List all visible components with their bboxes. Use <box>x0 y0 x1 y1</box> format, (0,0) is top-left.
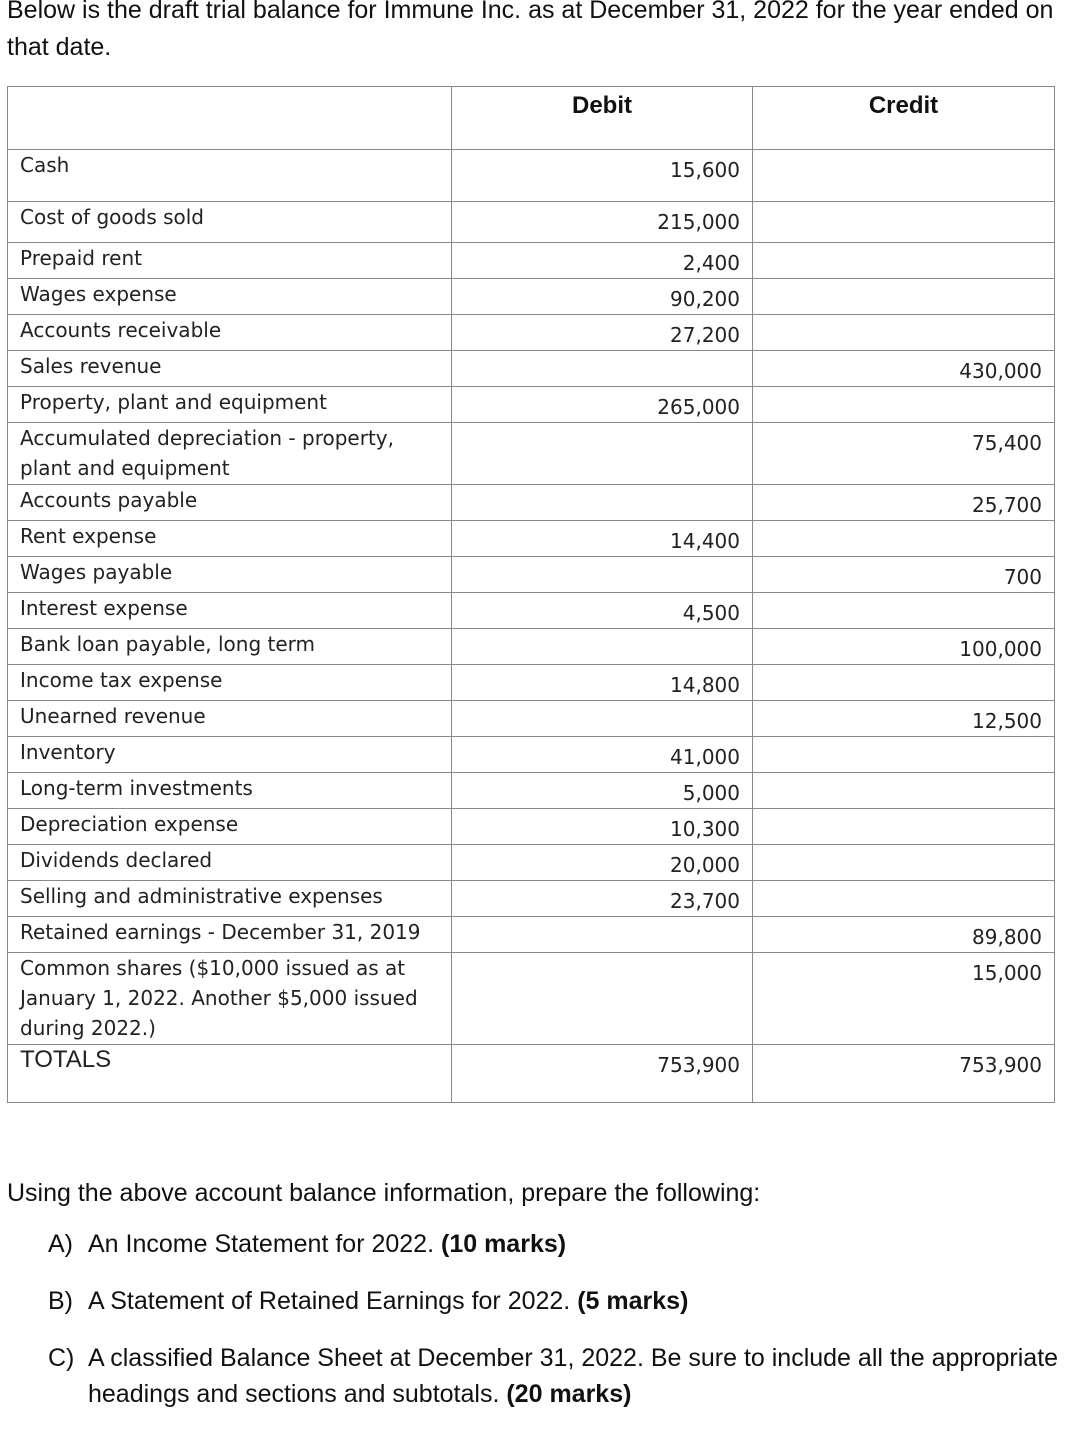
account-name: Rent expense <box>8 521 452 557</box>
credit-amount <box>753 845 1055 881</box>
account-name: Sales revenue <box>8 351 452 387</box>
credit-amount <box>753 665 1055 701</box>
credit-amount <box>753 593 1055 629</box>
trial-balance-table <box>7 86 1055 1103</box>
account-name: Inventory <box>8 737 452 773</box>
account-name: Wages payable <box>8 557 452 593</box>
instructions <box>7 1172 1067 1433</box>
credit-amount <box>753 737 1055 773</box>
table-row <box>8 202 1055 243</box>
task-letter: A) <box>48 1230 73 1258</box>
table-row <box>8 351 1055 387</box>
task-marks: (5 marks) <box>577 1287 689 1315</box>
table-row <box>8 881 1055 917</box>
account-name: Accounts payable <box>8 485 452 521</box>
account-name: Unearned revenue <box>8 701 452 737</box>
credit-amount <box>753 279 1055 315</box>
credit-amount: 100,000 <box>753 629 1055 665</box>
account-name: Property, plant and equipment <box>8 387 452 423</box>
table-row <box>8 629 1055 665</box>
account-name: Income tax expense <box>8 665 452 701</box>
credit-amount <box>753 202 1055 243</box>
table-row <box>8 953 1055 1045</box>
table-row <box>8 485 1055 521</box>
debit-amount <box>452 351 753 387</box>
task-letter: B) <box>48 1287 73 1315</box>
debit-amount <box>452 557 753 593</box>
debit-amount: 5,000 <box>452 773 753 809</box>
account-name: Long-term investments <box>8 773 452 809</box>
debit-amount <box>452 423 753 485</box>
debit-amount: 27,200 <box>452 315 753 351</box>
credit-amount <box>753 150 1055 202</box>
debit-amount: 20,000 <box>452 845 753 881</box>
instructions-lead: Using the above account balance information, prepare the following: <box>7 1179 761 1207</box>
table-row <box>8 593 1055 629</box>
table-row <box>8 737 1055 773</box>
account-name: Selling and administrative expenses <box>8 881 452 917</box>
debit-amount: 14,400 <box>452 521 753 557</box>
task-marks: (20 marks) <box>506 1380 632 1408</box>
debit-amount: 15,600 <box>452 150 753 202</box>
account-name: Interest expense <box>8 593 452 629</box>
account-name: Retained earnings - December 31, 2019 <box>8 917 452 953</box>
credit-amount <box>753 809 1055 845</box>
table-row <box>8 917 1055 953</box>
debit-amount: 265,000 <box>452 387 753 423</box>
table-row <box>8 521 1055 557</box>
account-column-header <box>8 87 452 150</box>
debit-amount: 4,500 <box>452 593 753 629</box>
totals-label: TOTALS <box>8 1045 452 1103</box>
debit-amount: 41,000 <box>452 737 753 773</box>
account-name: Cash <box>8 150 452 202</box>
credit-amount: 12,500 <box>753 701 1055 737</box>
task-text: A Statement of Retained Earnings for 2022. <box>88 1287 571 1315</box>
account-name: Bank loan payable, long term <box>8 629 452 665</box>
table-row <box>8 423 1055 485</box>
account-name: Accounts receivable <box>8 315 452 351</box>
account-name: Cost of goods sold <box>8 202 452 243</box>
credit-amount: 89,800 <box>753 917 1055 953</box>
credit-amount <box>753 773 1055 809</box>
table-row <box>8 701 1055 737</box>
debit-column-header: Debit <box>452 87 753 150</box>
debit-amount <box>452 917 753 953</box>
credit-column-header: Credit <box>753 87 1055 150</box>
task-letter: C) <box>48 1344 75 1372</box>
table-header-row <box>8 87 1055 150</box>
account-name: Depreciation expense <box>8 809 452 845</box>
credit-amount: 75,400 <box>753 423 1055 485</box>
credit-amount: 700 <box>753 557 1055 593</box>
task-list <box>7 1226 1067 1412</box>
account-name: Accumulated depreciation - property, plant and equipment <box>8 423 452 485</box>
credit-amount <box>753 243 1055 279</box>
debit-amount: 10,300 <box>452 809 753 845</box>
debit-amount <box>452 701 753 737</box>
total-debit: 753,900 <box>452 1045 753 1103</box>
debit-amount <box>452 629 753 665</box>
account-name: Wages expense <box>8 279 452 315</box>
table-row <box>8 809 1055 845</box>
intro-text: Below is the draft trial balance for Immune Inc. as at December 31, 2022 for the year ended on that date. <box>7 0 1054 61</box>
table-row <box>8 665 1055 701</box>
table-row <box>8 387 1055 423</box>
credit-amount <box>753 315 1055 351</box>
credit-amount: 25,700 <box>753 485 1055 521</box>
credit-amount <box>753 881 1055 917</box>
totals-row <box>8 1045 1055 1103</box>
credit-amount: 15,000 <box>753 953 1055 1045</box>
credit-amount: 430,000 <box>753 351 1055 387</box>
debit-amount: 14,800 <box>452 665 753 701</box>
table-row <box>8 315 1055 351</box>
account-name: Prepaid rent <box>8 243 452 279</box>
debit-amount: 2,400 <box>452 243 753 279</box>
task-item <box>7 1226 1067 1262</box>
task-item <box>7 1283 1067 1319</box>
task-marks: (10 marks) <box>441 1230 567 1258</box>
debit-amount <box>452 485 753 521</box>
credit-amount <box>753 387 1055 423</box>
task-item <box>7 1340 1067 1412</box>
table-row <box>8 845 1055 881</box>
debit-amount: 215,000 <box>452 202 753 243</box>
debit-amount <box>452 953 753 1045</box>
task-text: A classified Balance Sheet at December 31, 2022. Be sure to include all the appropriate headings and sections and subtotals. <box>88 1344 1059 1408</box>
debit-amount: 90,200 <box>452 279 753 315</box>
total-credit: 753,900 <box>753 1045 1055 1103</box>
task-text: An Income Statement for 2022. <box>88 1230 435 1258</box>
credit-amount <box>753 521 1055 557</box>
account-name: Common shares ($10,000 issued as at January 1, 2022. Another $5,000 issued during 2022.) <box>8 953 452 1045</box>
table-row <box>8 150 1055 202</box>
table-row <box>8 557 1055 593</box>
table-row <box>8 243 1055 279</box>
table-row <box>8 773 1055 809</box>
account-name: Dividends declared <box>8 845 452 881</box>
table-row <box>8 279 1055 315</box>
debit-amount: 23,700 <box>452 881 753 917</box>
